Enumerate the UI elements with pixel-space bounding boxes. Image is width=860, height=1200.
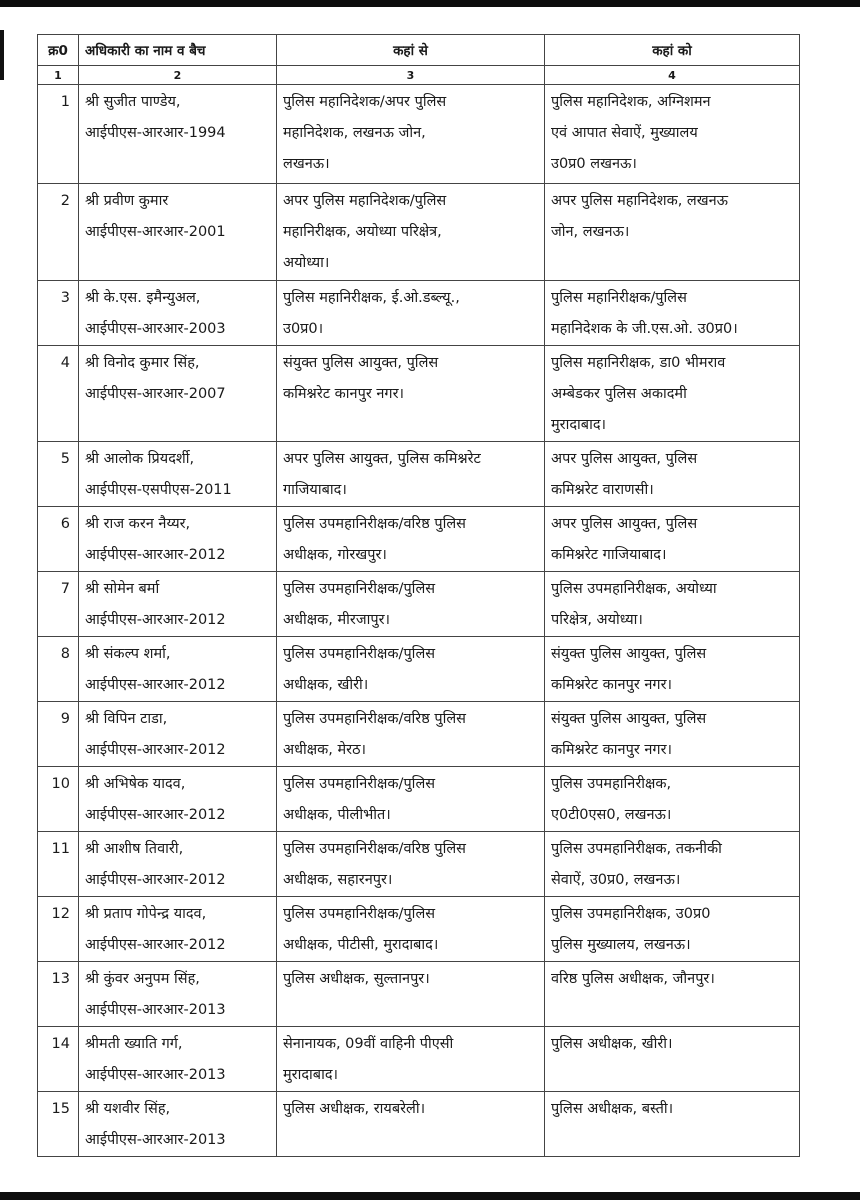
to-posting-line: वरिष्ठ पुलिस अधीक्षक, जौनपुर।	[551, 971, 715, 987]
officer-batch: आईपीएस-आरआर-2012	[85, 677, 226, 693]
from-posting-line: पुलिस महानिदेशक/अपर पुलिस	[283, 94, 447, 110]
officer-name: श्री कुंवर अनुपम सिंह,	[85, 971, 200, 987]
to-posting-line: जोन, लखनऊ।	[551, 224, 630, 240]
officer-cell	[79, 832, 277, 897]
to-posting-line: उ0प्र0 लखनऊ।	[551, 156, 637, 172]
to-posting-cell	[545, 1027, 800, 1092]
top-edge-bar	[0, 0, 860, 7]
table-row	[38, 442, 800, 507]
from-posting-line: लखनऊ।	[283, 156, 330, 172]
officer-cell	[79, 962, 277, 1027]
officer-cell	[79, 897, 277, 962]
officer-cell	[79, 184, 277, 281]
from-posting-line: पुलिस महानिरीक्षक, ई.ओ.डब्ल्यू.,	[283, 290, 460, 306]
table-row	[38, 85, 800, 184]
from-posting-line: सेनानायक, 09वीं वाहिनी पीएसी	[283, 1036, 454, 1052]
from-posting-line: अधीक्षक, गोरखपुर।	[283, 547, 387, 563]
table-row	[38, 184, 800, 281]
to-posting-line: कमिश्नरेट कानपुर नगर।	[551, 677, 673, 693]
table-row	[38, 832, 800, 897]
from-posting-cell	[277, 767, 545, 832]
from-posting-line: अयोध्या।	[283, 255, 330, 271]
serial-number: 1	[38, 85, 79, 184]
to-posting-cell	[545, 346, 800, 442]
from-posting-line: अधीक्षक, मेरठ।	[283, 742, 367, 758]
officer-batch: आईपीएस-आरआर-1994	[85, 125, 226, 141]
table-row	[38, 637, 800, 702]
serial-number: 6	[38, 507, 79, 572]
header-to: कहां को	[545, 35, 800, 66]
to-posting-line: मुरादाबाद।	[551, 417, 607, 433]
to-posting-cell	[545, 832, 800, 897]
to-posting-line: कमिश्नरेट कानपुर नगर।	[551, 742, 673, 758]
to-posting-cell	[545, 572, 800, 637]
officer-name: श्री यशवीर सिंह,	[85, 1101, 171, 1117]
officer-name: श्री प्रताप गोपेन्द्र यादव,	[85, 906, 207, 922]
table-row	[38, 1027, 800, 1092]
header-name-batch: अधिकारी का नाम व बैच	[79, 35, 277, 66]
header-row	[38, 35, 800, 66]
to-posting-cell	[545, 281, 800, 346]
left-edge-mark	[0, 30, 4, 80]
serial-number: 5	[38, 442, 79, 507]
column-number: 3	[277, 66, 545, 85]
officer-batch: आईपीएस-आरआर-2012	[85, 742, 226, 758]
from-posting-line: पुलिस उपमहानिरीक्षक/पुलिस	[283, 581, 436, 597]
officer-cell	[79, 442, 277, 507]
serial-number: 10	[38, 767, 79, 832]
officer-batch: आईपीएस-आरआर-2013	[85, 1132, 226, 1148]
officer-batch: आईपीएस-आरआर-2012	[85, 807, 226, 823]
officer-cell	[79, 637, 277, 702]
officer-batch: आईपीएस-आरआर-2001	[85, 224, 226, 240]
to-posting-line: पुलिस उपमहानिरीक्षक, उ0प्र0	[551, 906, 711, 922]
from-posting-cell	[277, 1027, 545, 1092]
to-posting-line: अपर पुलिस महानिदेशक, लखनऊ	[551, 193, 729, 209]
to-posting-line: पुलिस उपमहानिरीक्षक,	[551, 776, 672, 792]
officer-batch: आईपीएस-आरआर-2013	[85, 1002, 226, 1018]
officer-batch: आईपीएस-आरआर-2007	[85, 386, 226, 402]
from-posting-line: कमिश्नरेट कानपुर नगर।	[283, 386, 405, 402]
to-posting-line: पुलिस मुख्यालय, लखनऊ।	[551, 937, 691, 953]
from-posting-line: पुलिस उपमहानिरीक्षक/वरिष्ठ पुलिस	[283, 711, 466, 727]
officer-batch: आईपीएस-आरआर-2012	[85, 937, 226, 953]
officer-cell	[79, 346, 277, 442]
table-row	[38, 281, 800, 346]
to-posting-cell	[545, 702, 800, 767]
column-number-row	[38, 66, 800, 85]
officer-name: श्री संकल्प शर्मा,	[85, 646, 171, 662]
to-posting-cell	[545, 637, 800, 702]
from-posting-cell	[277, 637, 545, 702]
officer-cell	[79, 1092, 277, 1157]
serial-number: 9	[38, 702, 79, 767]
from-posting-cell	[277, 281, 545, 346]
officer-cell	[79, 1027, 277, 1092]
from-posting-cell	[277, 442, 545, 507]
from-posting-line: अपर पुलिस आयुक्त, पुलिस कमिश्नरेट	[283, 451, 481, 467]
officer-name: श्री विपिन टाडा,	[85, 711, 168, 727]
from-posting-line: अधीक्षक, मीरजापुर।	[283, 612, 391, 628]
from-posting-line: पुलिस उपमहानिरीक्षक/वरिष्ठ पुलिस	[283, 841, 466, 857]
from-posting-cell	[277, 1092, 545, 1157]
column-number: 1	[38, 66, 79, 85]
table-row	[38, 702, 800, 767]
from-posting-cell	[277, 572, 545, 637]
table-row	[38, 572, 800, 637]
to-posting-line: सेवाऐं, उ0प्र0, लखनऊ।	[551, 872, 681, 888]
from-posting-line: अधीक्षक, खीरी।	[283, 677, 369, 693]
to-posting-line: ए0टी0एस0, लखनऊ।	[551, 807, 672, 823]
officer-name: श्री आलोक प्रियदर्शी,	[85, 451, 195, 467]
officer-batch: आईपीएस-एसपीएस-2011	[85, 482, 232, 498]
officer-cell	[79, 281, 277, 346]
to-posting-line: संयुक्त पुलिस आयुक्त, पुलिस	[551, 711, 707, 727]
serial-number: 13	[38, 962, 79, 1027]
from-posting-cell	[277, 507, 545, 572]
to-posting-line: एवं आपात सेवाऐं, मुख्यालय	[551, 125, 698, 141]
serial-number: 3	[38, 281, 79, 346]
from-posting-line: मुरादाबाद।	[283, 1067, 339, 1083]
from-posting-line: अपर पुलिस महानिदेशक/पुलिस	[283, 193, 447, 209]
officer-batch: आईपीएस-आरआर-2013	[85, 1067, 226, 1083]
officer-cell	[79, 507, 277, 572]
column-number: 4	[545, 66, 800, 85]
serial-number: 8	[38, 637, 79, 702]
from-posting-cell	[277, 897, 545, 962]
to-posting-line: पुलिस अधीक्षक, खीरी।	[551, 1036, 673, 1052]
from-posting-line: महानिदेशक, लखनऊ जोन,	[283, 125, 426, 141]
from-posting-cell	[277, 702, 545, 767]
serial-number: 14	[38, 1027, 79, 1092]
to-posting-cell	[545, 767, 800, 832]
from-posting-cell	[277, 832, 545, 897]
serial-number: 7	[38, 572, 79, 637]
from-posting-line: पुलिस उपमहानिरीक्षक/पुलिस	[283, 906, 436, 922]
officer-batch: आईपीएस-आरआर-2012	[85, 547, 226, 563]
officer-name: श्री के.एस. इमैन्युअल,	[85, 290, 201, 306]
officer-name: श्री सोमेन बर्मा	[85, 581, 160, 597]
from-posting-line: उ0प्र0।	[283, 321, 324, 337]
to-posting-cell	[545, 897, 800, 962]
officer-batch: आईपीएस-आरआर-2012	[85, 612, 226, 628]
transfer-table	[37, 34, 800, 1157]
from-posting-line: अधीक्षक, सहारनपुर।	[283, 872, 393, 888]
to-posting-line: पुलिस अधीक्षक, बस्ती।	[551, 1101, 674, 1117]
bottom-edge-bar	[0, 1192, 860, 1200]
table-body	[38, 85, 800, 1157]
header-from: कहां से	[277, 35, 545, 66]
column-number: 2	[79, 66, 277, 85]
officer-name: श्रीमती ख्याति गर्ग,	[85, 1036, 183, 1052]
to-posting-cell	[545, 1092, 800, 1157]
to-posting-line: अपर पुलिस आयुक्त, पुलिस	[551, 451, 698, 467]
table-row	[38, 507, 800, 572]
to-posting-line: पुलिस महानिदेशक, अग्निशमन	[551, 94, 711, 110]
to-posting-line: कमिश्नरेट वाराणसी।	[551, 482, 654, 498]
from-posting-cell	[277, 346, 545, 442]
serial-number: 12	[38, 897, 79, 962]
from-posting-line: अधीक्षक, पीटीसी, मुरादाबाद।	[283, 937, 439, 953]
officer-name: श्री राज करन नैय्यर,	[85, 516, 191, 532]
to-posting-line: महानिदेशक के जी.एस.ओ. उ0प्र0।	[551, 321, 738, 337]
officer-batch: आईपीएस-आरआर-2003	[85, 321, 226, 337]
serial-number: 2	[38, 184, 79, 281]
officer-name: श्री विनोद कुमार सिंह,	[85, 355, 200, 371]
from-posting-line: गाजियाबाद।	[283, 482, 347, 498]
officer-cell	[79, 572, 277, 637]
from-posting-line: पुलिस उपमहानिरीक्षक/पुलिस	[283, 646, 436, 662]
from-posting-cell	[277, 962, 545, 1027]
to-posting-cell	[545, 507, 800, 572]
from-posting-line: पुलिस उपमहानिरीक्षक/वरिष्ठ पुलिस	[283, 516, 466, 532]
officer-cell	[79, 767, 277, 832]
officer-cell	[79, 702, 277, 767]
officer-cell	[79, 85, 277, 184]
from-posting-line: पुलिस अधीक्षक, सुल्तानपुर।	[283, 971, 430, 987]
to-posting-line: पुलिस उपमहानिरीक्षक, अयोध्या	[551, 581, 717, 597]
from-posting-line: पुलिस उपमहानिरीक्षक/पुलिस	[283, 776, 436, 792]
to-posting-line: कमिश्नरेट गाजियाबाद।	[551, 547, 667, 563]
to-posting-line: अपर पुलिस आयुक्त, पुलिस	[551, 516, 698, 532]
from-posting-line: पुलिस अधीक्षक, रायबरेली।	[283, 1101, 426, 1117]
officer-batch: आईपीएस-आरआर-2012	[85, 872, 226, 888]
officer-name: श्री प्रवीण कुमार	[85, 193, 169, 209]
to-posting-line: संयुक्त पुलिस आयुक्त, पुलिस	[551, 646, 707, 662]
table-row	[38, 346, 800, 442]
serial-number: 11	[38, 832, 79, 897]
table-row	[38, 962, 800, 1027]
serial-number: 4	[38, 346, 79, 442]
to-posting-line: पुलिस उपमहानिरीक्षक, तकनीकी	[551, 841, 722, 857]
officer-name: श्री सुजीत पाण्डेय,	[85, 94, 181, 110]
serial-number: 15	[38, 1092, 79, 1157]
officer-name: श्री अभिषेक यादव,	[85, 776, 186, 792]
header-serial: क्र0	[38, 35, 79, 66]
from-posting-cell	[277, 85, 545, 184]
table-row	[38, 897, 800, 962]
to-posting-cell	[545, 442, 800, 507]
to-posting-line: परिक्षेत्र, अयोध्या।	[551, 612, 643, 628]
to-posting-line: पुलिस महानिरीक्षक, डा0 भीमराव	[551, 355, 726, 371]
to-posting-line: पुलिस महानिरीक्षक/पुलिस	[551, 290, 687, 306]
to-posting-cell	[545, 85, 800, 184]
officer-name: श्री आशीष तिवारी,	[85, 841, 184, 857]
table-row	[38, 767, 800, 832]
table-row	[38, 1092, 800, 1157]
from-posting-line: महानिरीक्षक, अयोध्या परिक्षेत्र,	[283, 224, 442, 240]
from-posting-line: अधीक्षक, पीलीभीत।	[283, 807, 391, 823]
to-posting-cell	[545, 962, 800, 1027]
to-posting-line: अम्बेडकर पुलिस अकादमी	[551, 386, 687, 402]
to-posting-cell	[545, 184, 800, 281]
from-posting-line: संयुक्त पुलिस आयुक्त, पुलिस	[283, 355, 439, 371]
from-posting-cell	[277, 184, 545, 281]
